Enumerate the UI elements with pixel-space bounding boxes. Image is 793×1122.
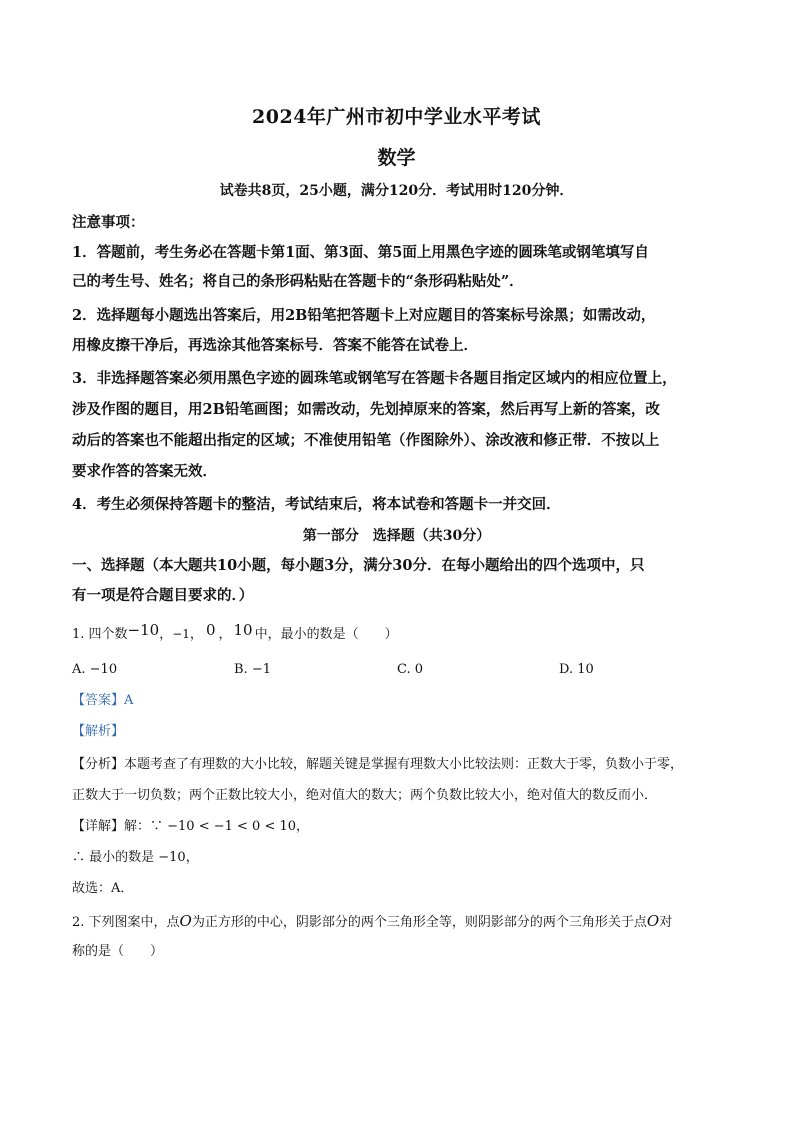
analysis-label: 【解析】 xyxy=(72,724,125,739)
q2-stem-text: 为正方形的中心，阴影部分的两个三角形全等，则阴影部分的两个三角形关于点 xyxy=(191,915,647,930)
option-b: B. −1 xyxy=(234,662,271,677)
exam-info: 试卷共8页，25小题，满分120分．考试用时120分钟． xyxy=(219,183,574,199)
question-1-stem xyxy=(72,623,732,645)
notice-heading: 注意事项： xyxy=(72,214,145,231)
detail-text: 【详解】解：∵ −10 < −1 < 0 < 10， xyxy=(72,819,310,834)
q1-number: −1 xyxy=(172,627,190,641)
q1-stem-suffix: 中，最小的数是（ ） xyxy=(254,627,398,642)
question-2-stem-continued: 称的是（ ） xyxy=(72,944,164,959)
exam-title: 2024年广州市初中学业水平考试 xyxy=(252,106,541,128)
option-a: A. −10 xyxy=(72,662,118,677)
section-instruction: 一、选择题（本大题共10小题，每小题3分，满分30分．在每小题给出的四个选项中，只 xyxy=(72,557,645,574)
notice-line: 要求作答的答案无效． xyxy=(72,463,217,480)
section-instruction: 有一项是符合题目要求的．） xyxy=(72,587,254,604)
notice-line: 4．考生必须保持答题卡的整洁，考试结束后，将本试卷和答题卡一并交回． xyxy=(72,496,561,513)
q1-separator: ， xyxy=(189,627,203,642)
notice-line: 1．答题前，考生务必在答题卡第1面、第3面、第5面上用黑色字迹的圆珠笔或钢笔填写自 xyxy=(72,244,649,261)
analysis-text: 【分析】本题考查了有理数的大小比较，解题关键是掌握有理数大小比较法则：正数大于零，负数小于零， xyxy=(72,757,684,772)
answer-label: 【答案】A xyxy=(72,693,134,708)
notice-line: 动后的答案也不能超出指定的区域；不准使用铅笔（作图除外）、涂改液和修正带．不按以上 xyxy=(72,432,660,449)
q1-number: 10 xyxy=(233,621,253,639)
q2-stem-text: 2. 下列图案中，点 xyxy=(72,915,180,930)
q1-stem-prefix: 1. 四个数 xyxy=(72,627,128,642)
analysis-text: 正数大于一切负数；两个正数比较大小，绝对值大的数大；两个负数比较大小，绝对值大的数反而小． xyxy=(72,788,658,803)
q1-number: 0 xyxy=(205,621,216,639)
q1-number: −10 xyxy=(127,621,160,639)
q2-point-label: O xyxy=(646,912,660,930)
question-2-stem xyxy=(72,911,732,933)
part1-heading: 第一部分 选择题（共30分） xyxy=(302,528,491,544)
notice-line: 2．选择题每小题选出答案后，用2B铅笔把答题卡上对应题目的答案标号涂黑；如需改动， xyxy=(72,307,656,324)
q1-separator: ， xyxy=(218,627,232,642)
q1-separator: ， xyxy=(159,627,173,642)
option-c: C. 0 xyxy=(397,662,424,677)
exam-subject: 数学 xyxy=(377,147,416,169)
detail-text: ∴ 最小的数是 −10， xyxy=(72,850,199,865)
notice-line: 用橡皮擦干净后，再选涂其他答案标号．答案不能答在试卷上． xyxy=(72,337,478,354)
notice-line: 3．非选择题答案必须用黑色字迹的圆珠笔或钢笔写在答题卡各题目指定区域内的相应位置上， xyxy=(72,370,677,387)
q2-stem-text: 对 xyxy=(659,915,673,930)
option-d: D. 10 xyxy=(559,662,594,677)
notice-line: 涉及作图的题目，用2B铅笔画图；如需改动，先划掉原来的答案，然后再写上新的答案，改 xyxy=(72,401,660,418)
question-1-options xyxy=(72,660,732,680)
detail-text: 故选：A． xyxy=(72,881,134,896)
q2-point-label: O xyxy=(179,912,192,930)
notice-line: 己的考生号、姓名；将自己的条形码粘贴在答题卡的“条形码粘贴处”． xyxy=(72,273,524,290)
